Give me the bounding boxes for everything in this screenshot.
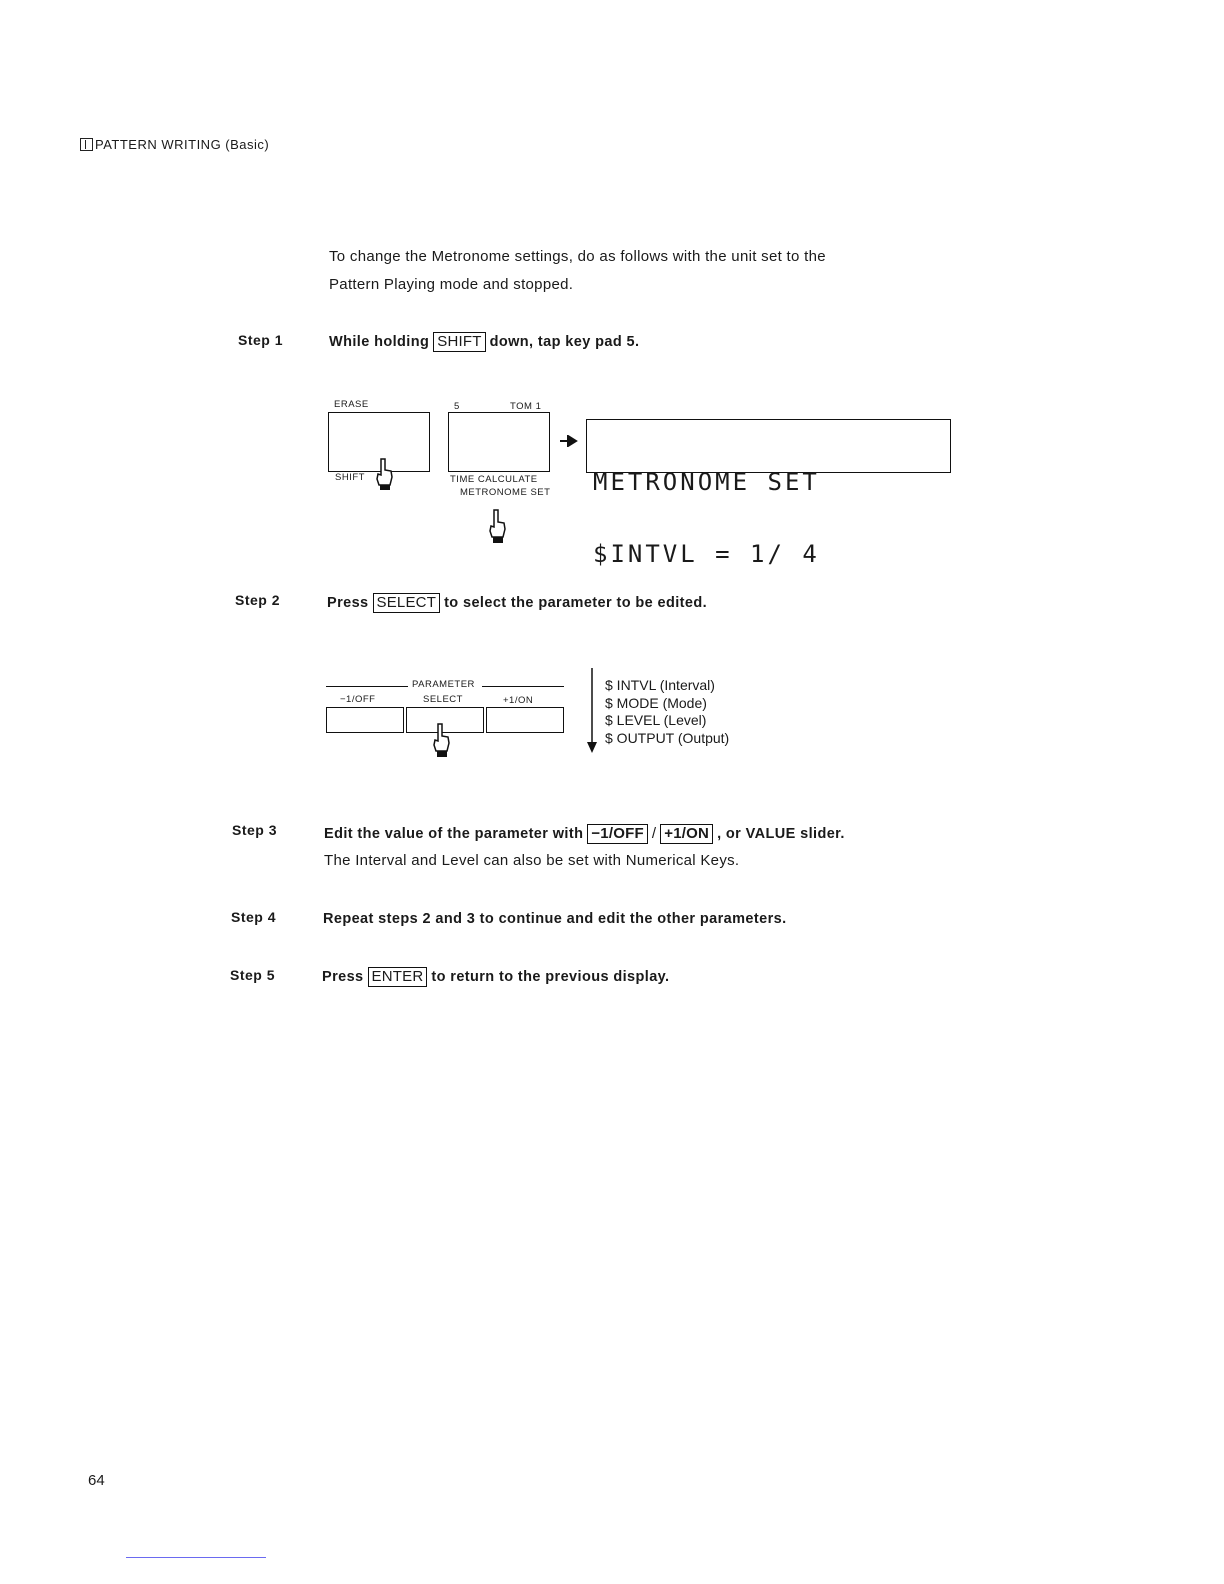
enter-key: ENTER [368, 967, 428, 987]
param-level: $ LEVEL (Level) [605, 712, 707, 728]
lcd-line-2: $INTVL = 1/ 4 [593, 540, 820, 568]
plus-on-key: +1/ON [660, 824, 713, 844]
step-5-label: Step 5 [230, 967, 276, 983]
erase-label: ERASE [334, 399, 369, 410]
step-5-before: Press [322, 969, 364, 985]
pad-5-number: 5 [454, 401, 460, 412]
step-3-label: Step 3 [232, 822, 278, 838]
step-2-diagram [320, 672, 580, 772]
header-title: PATTERN WRITING (Basic) [95, 137, 270, 152]
key-pad-5 [448, 412, 550, 472]
param-mode: $ MODE (Mode) [605, 694, 707, 711]
param-intvl: $ INTVL (Interval) [605, 677, 715, 693]
lcd-display [586, 419, 951, 568]
step-1-before: While holding [329, 334, 430, 350]
parameter-list [605, 677, 729, 747]
key-separator: / [651, 825, 657, 842]
intro-line-1: To change the Metronome settings, do as follows with the unit set to the [329, 248, 826, 265]
step-2-text [327, 593, 707, 613]
step-1-after: down, tap key pad 5. [489, 334, 640, 350]
minus-off-label: −1/OFF [340, 694, 376, 705]
section-box-icon [80, 138, 93, 151]
step-1-text [329, 332, 639, 352]
select-label: SELECT [423, 694, 463, 705]
parameter-line-right [482, 686, 564, 687]
select-key: SELECT [373, 593, 441, 613]
step-4-label: Step 4 [231, 909, 277, 925]
minus-off-key: −1/OFF [587, 824, 647, 844]
arrow-down-icon [586, 668, 598, 754]
shift-key: SHIFT [433, 332, 485, 352]
step-5-after: to return to the previous display. [431, 969, 670, 985]
parameter-line-left [326, 686, 408, 687]
plus-on-button-diagram [486, 707, 564, 733]
metronome-set-label: METRONOME SET [460, 487, 551, 498]
step-5-text [322, 967, 669, 987]
arrow-right-icon [560, 435, 578, 447]
step-3-before: Edit the value of the parameter with [324, 826, 584, 842]
plus-on-label: +1/ON [503, 695, 534, 706]
shift-pad-label: SHIFT [335, 472, 365, 483]
tom-1-label: TOM 1 [510, 401, 542, 412]
step-2-after: to select the parameter to be edited. [444, 595, 708, 611]
step-3-after: , or VALUE slider. [717, 826, 845, 842]
pointing-hand-icon [375, 457, 397, 491]
time-calculate-label: TIME CALCULATE [450, 474, 538, 485]
intro-paragraph [329, 243, 969, 299]
parameter-group-label: PARAMETER [412, 679, 475, 690]
minus-off-button-diagram [326, 707, 404, 733]
pointing-hand-icon [432, 722, 454, 758]
step-4-text: Repeat steps 2 and 3 to continue and edit the other parameters. [323, 911, 787, 927]
step-1-label: Step 1 [238, 332, 284, 348]
step-3-line-2: The Interval and Level can also be set with Numerical Keys. [324, 852, 740, 869]
lcd-line-1: METRONOME SET [593, 468, 820, 496]
param-output: $ OUTPUT (Output) [605, 729, 730, 746]
page-number: 64 [88, 1472, 105, 1489]
footer-rule [126, 1557, 266, 1558]
step-2-before: Press [327, 595, 369, 611]
step-2-label: Step 2 [235, 592, 281, 608]
step-3-text [324, 824, 845, 844]
intro-line-2: Pattern Playing mode and stopped. [329, 276, 574, 293]
pointing-hand-icon [488, 508, 510, 544]
page-header [80, 137, 269, 152]
